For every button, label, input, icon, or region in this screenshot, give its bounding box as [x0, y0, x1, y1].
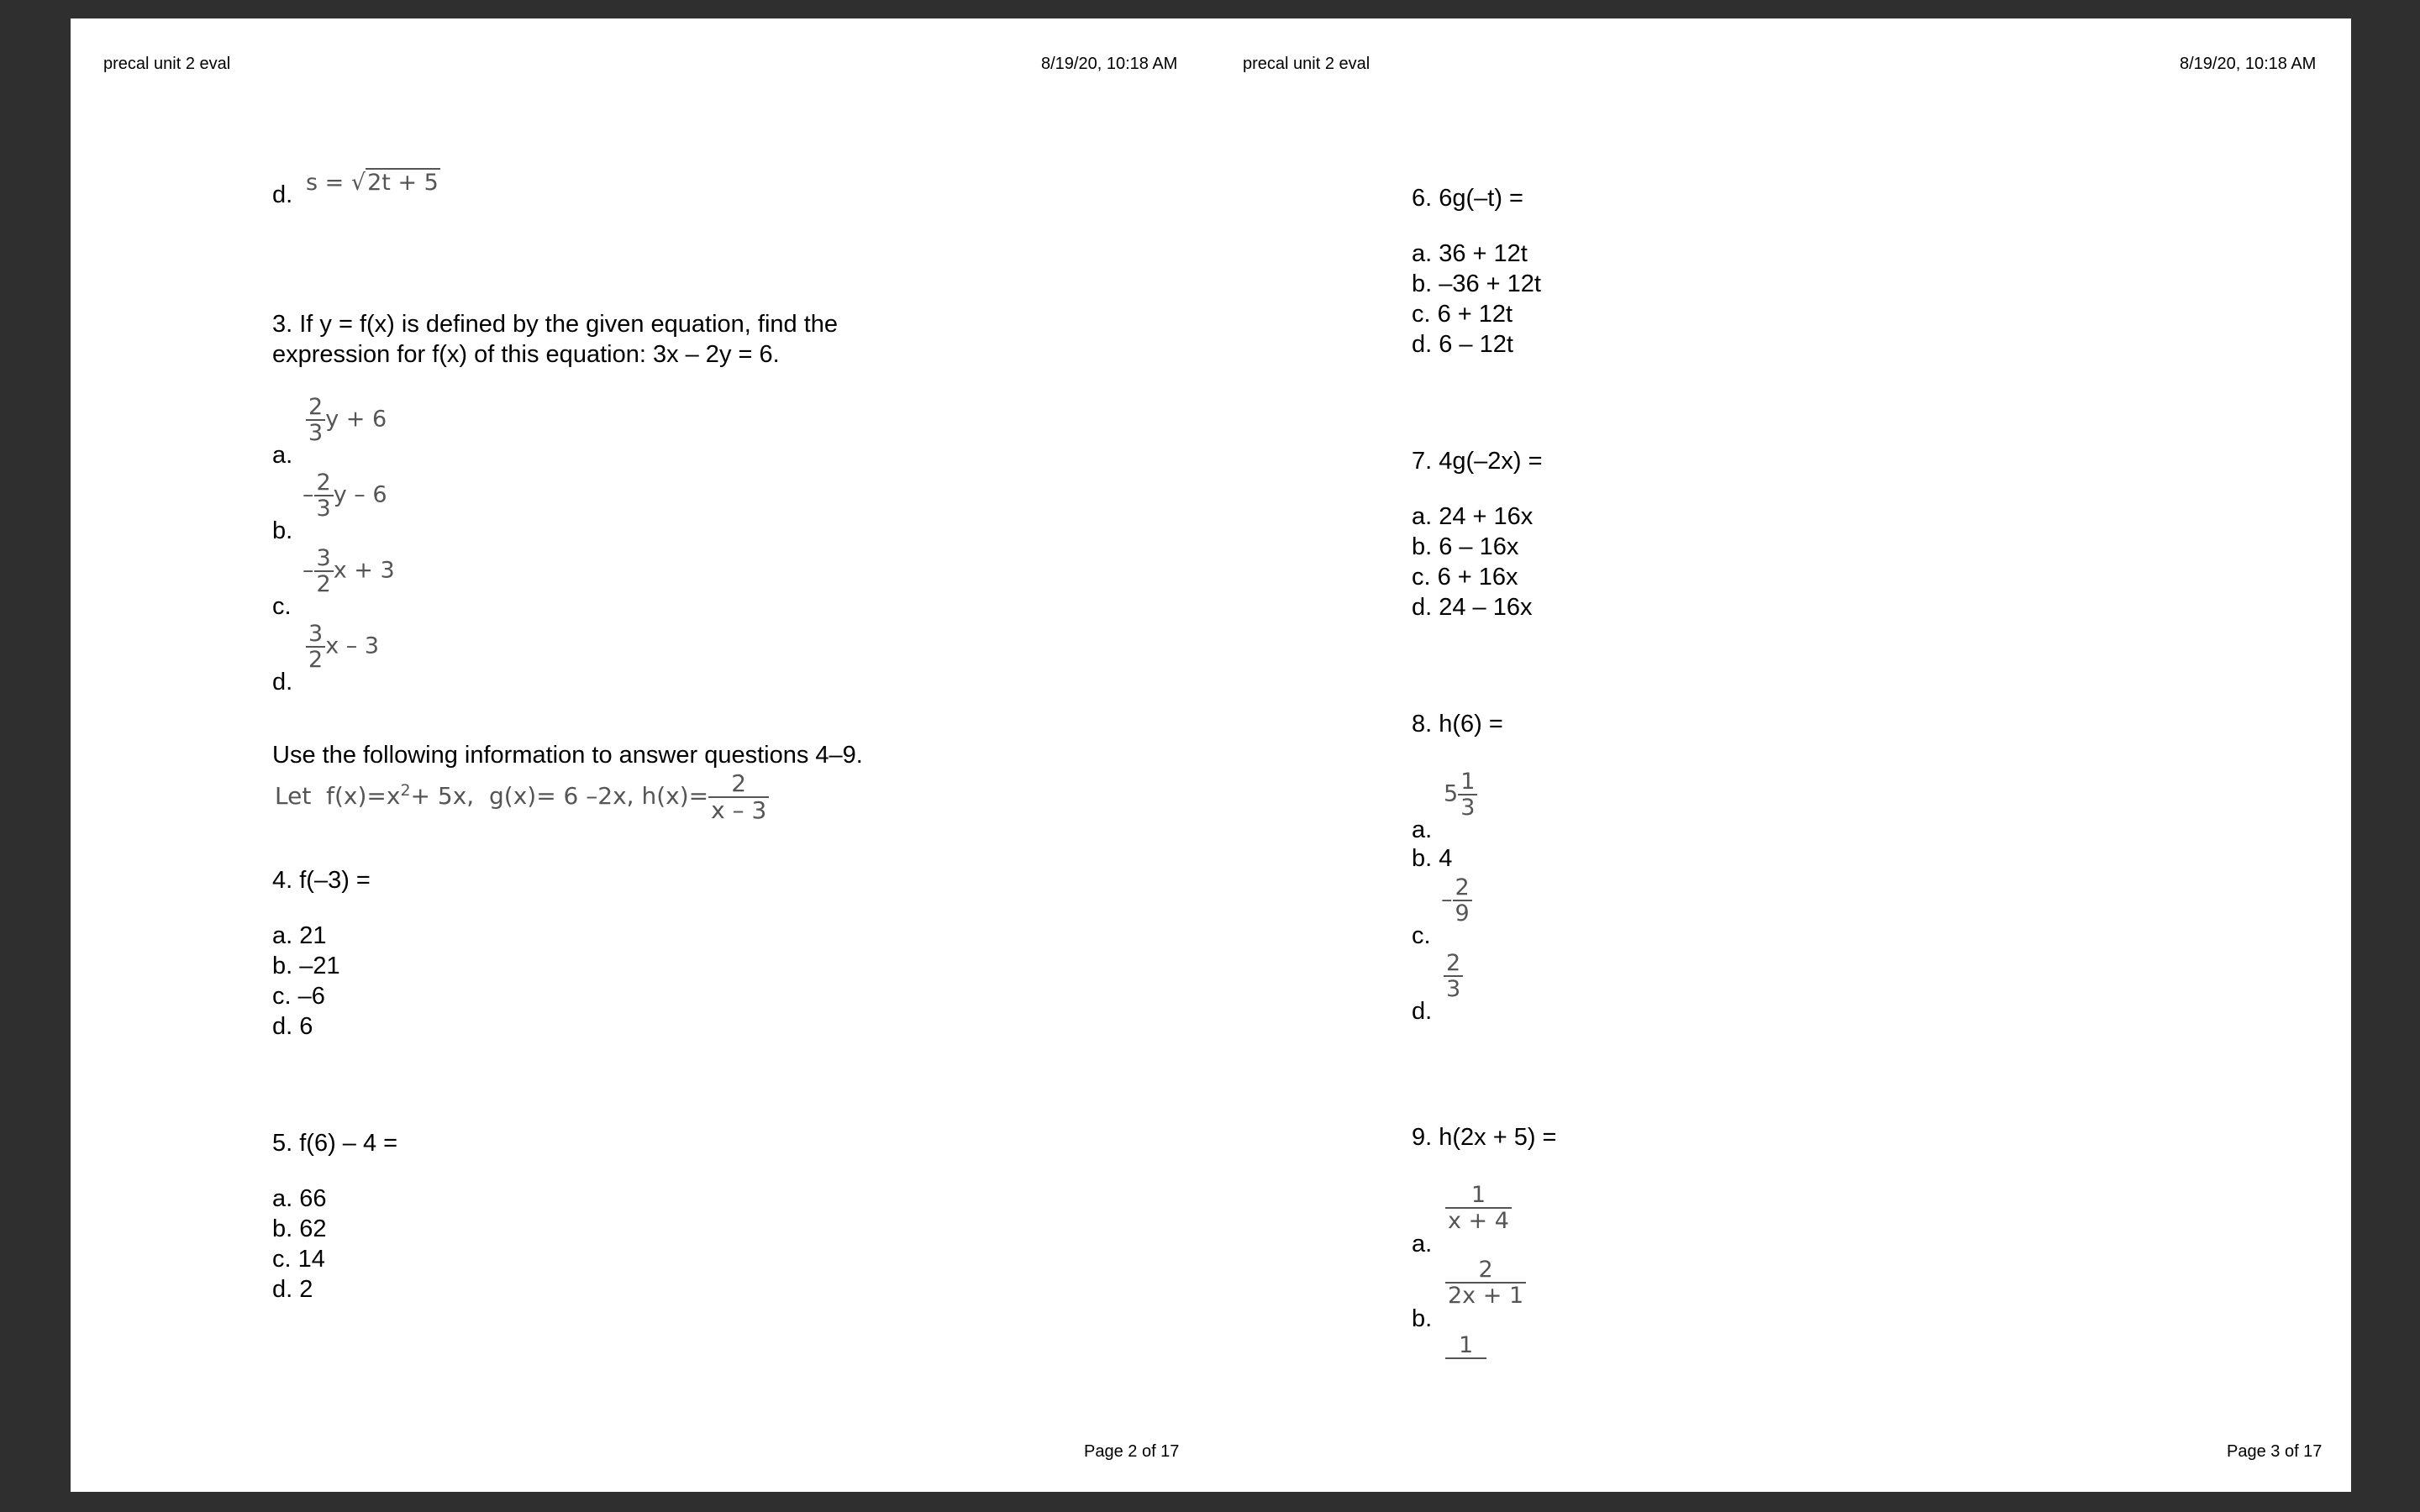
q4-answer-c: c. –6: [272, 983, 325, 1010]
q2-d-expression: s = √2t + 5: [306, 170, 439, 196]
q3-b-expression: – $\frac{2}{3}$ y – 6: [302, 470, 387, 522]
q9-a-expression: $\frac{1}{x + 4}$: [1445, 1183, 1512, 1233]
q8-answer-b: b. 4: [1412, 845, 1453, 872]
header-title: precal unit 2 eval: [103, 55, 231, 73]
q8-d-expression: $\frac{2}{3}$: [1444, 951, 1463, 1001]
q8-a-expression: 5 $\frac{1}{3}$: [1444, 769, 1477, 820]
q3-b-label: b.: [272, 517, 293, 544]
q9-b-label: b.: [1412, 1305, 1433, 1332]
page-number: Page 2 of 17: [1084, 1442, 1180, 1461]
q9-b-expression: $\frac{2}{2x + 1}$: [1445, 1257, 1526, 1308]
page-3: [1211, 18, 2351, 1492]
q9-a-label: a.: [1412, 1231, 1433, 1257]
q3-c-expression: – $\frac{3}{2}$ x + 3: [302, 545, 395, 598]
q8-d-label: d.: [1412, 998, 1433, 1025]
q6-answer-c: c. 6 + 12t: [1412, 301, 1513, 328]
q4-answer-a: a. 21: [272, 922, 327, 949]
q2-d-label: d.: [272, 181, 293, 208]
pdf-spread: [71, 18, 2351, 1492]
q6-text: 6. 6g(–t) =: [1412, 185, 1523, 212]
q8-a-label: a.: [1412, 816, 1433, 843]
q8-c-label: c.: [1412, 922, 1431, 949]
q5-answer-c: c. 14: [272, 1246, 325, 1273]
q5-answer-b: b. 62: [272, 1215, 327, 1242]
q3-c-label: c.: [272, 593, 292, 620]
q3-line1: 3. If y = f(x) is defined by the given equation, find the: [272, 311, 839, 338]
q4-answer-b: b. –21: [272, 953, 340, 979]
page-number: Page 3 of 17: [2227, 1442, 2323, 1461]
q9-text: 9. h(2x + 5) =: [1412, 1124, 1557, 1151]
q8-text: 8. h(6) =: [1412, 711, 1503, 738]
q7-text: 7. 4g(–2x) =: [1412, 448, 1543, 475]
q7-answer-b: b. 6 – 16x: [1412, 533, 1519, 560]
function-definitions: Let $f(x)=x^2+ 5x$, g(x)= 6 –2x, h(x)= $\frac{2}{x - 3}$: [275, 771, 769, 823]
q4-answer-d: d. 6: [272, 1013, 313, 1040]
q8-c-expression: – $\frac{2}{9}$: [1441, 875, 1472, 926]
q7-answer-d: d. 24 – 16x: [1412, 594, 1533, 621]
page-2: [71, 18, 1211, 1492]
header-timestamp: 8/19/20, 10:18 AM: [2180, 55, 2317, 73]
header-timestamp: 8/19/20, 10:18 AM: [1041, 55, 1178, 73]
q5-text: 5. f(6) – 4 =: [272, 1130, 398, 1157]
q6-answer-d: d. 6 – 12t: [1412, 331, 1513, 358]
info-text: Use the following information to answer questions 4–9.: [272, 742, 863, 769]
q4-text: 4. f(–3) =: [272, 867, 371, 894]
q6-answer-a: a. 36 + 12t: [1412, 240, 1528, 267]
q9-c-expression-partial: 1: [1445, 1332, 1486, 1359]
q3-d-expression: $\frac{3}{2}$ x – 3: [306, 622, 379, 672]
q3-a-label: a.: [272, 442, 293, 469]
q7-answer-c: c. 6 + 16x: [1412, 564, 1518, 591]
q6-answer-b: b. –36 + 12t: [1412, 270, 1541, 297]
q5-answer-a: a. 66: [272, 1185, 327, 1212]
q5-answer-d: d. 2: [272, 1276, 313, 1303]
q7-answer-a: a. 24 + 16x: [1412, 503, 1534, 530]
q3-d-label: d.: [272, 669, 293, 696]
header-title: precal unit 2 eval: [1243, 55, 1370, 73]
q3-line2: expression for f(x) of this equation: 3x – 2y = 6.: [272, 341, 780, 368]
q3-a-expression: $\frac{2}{3}$ y + 6: [306, 395, 387, 445]
